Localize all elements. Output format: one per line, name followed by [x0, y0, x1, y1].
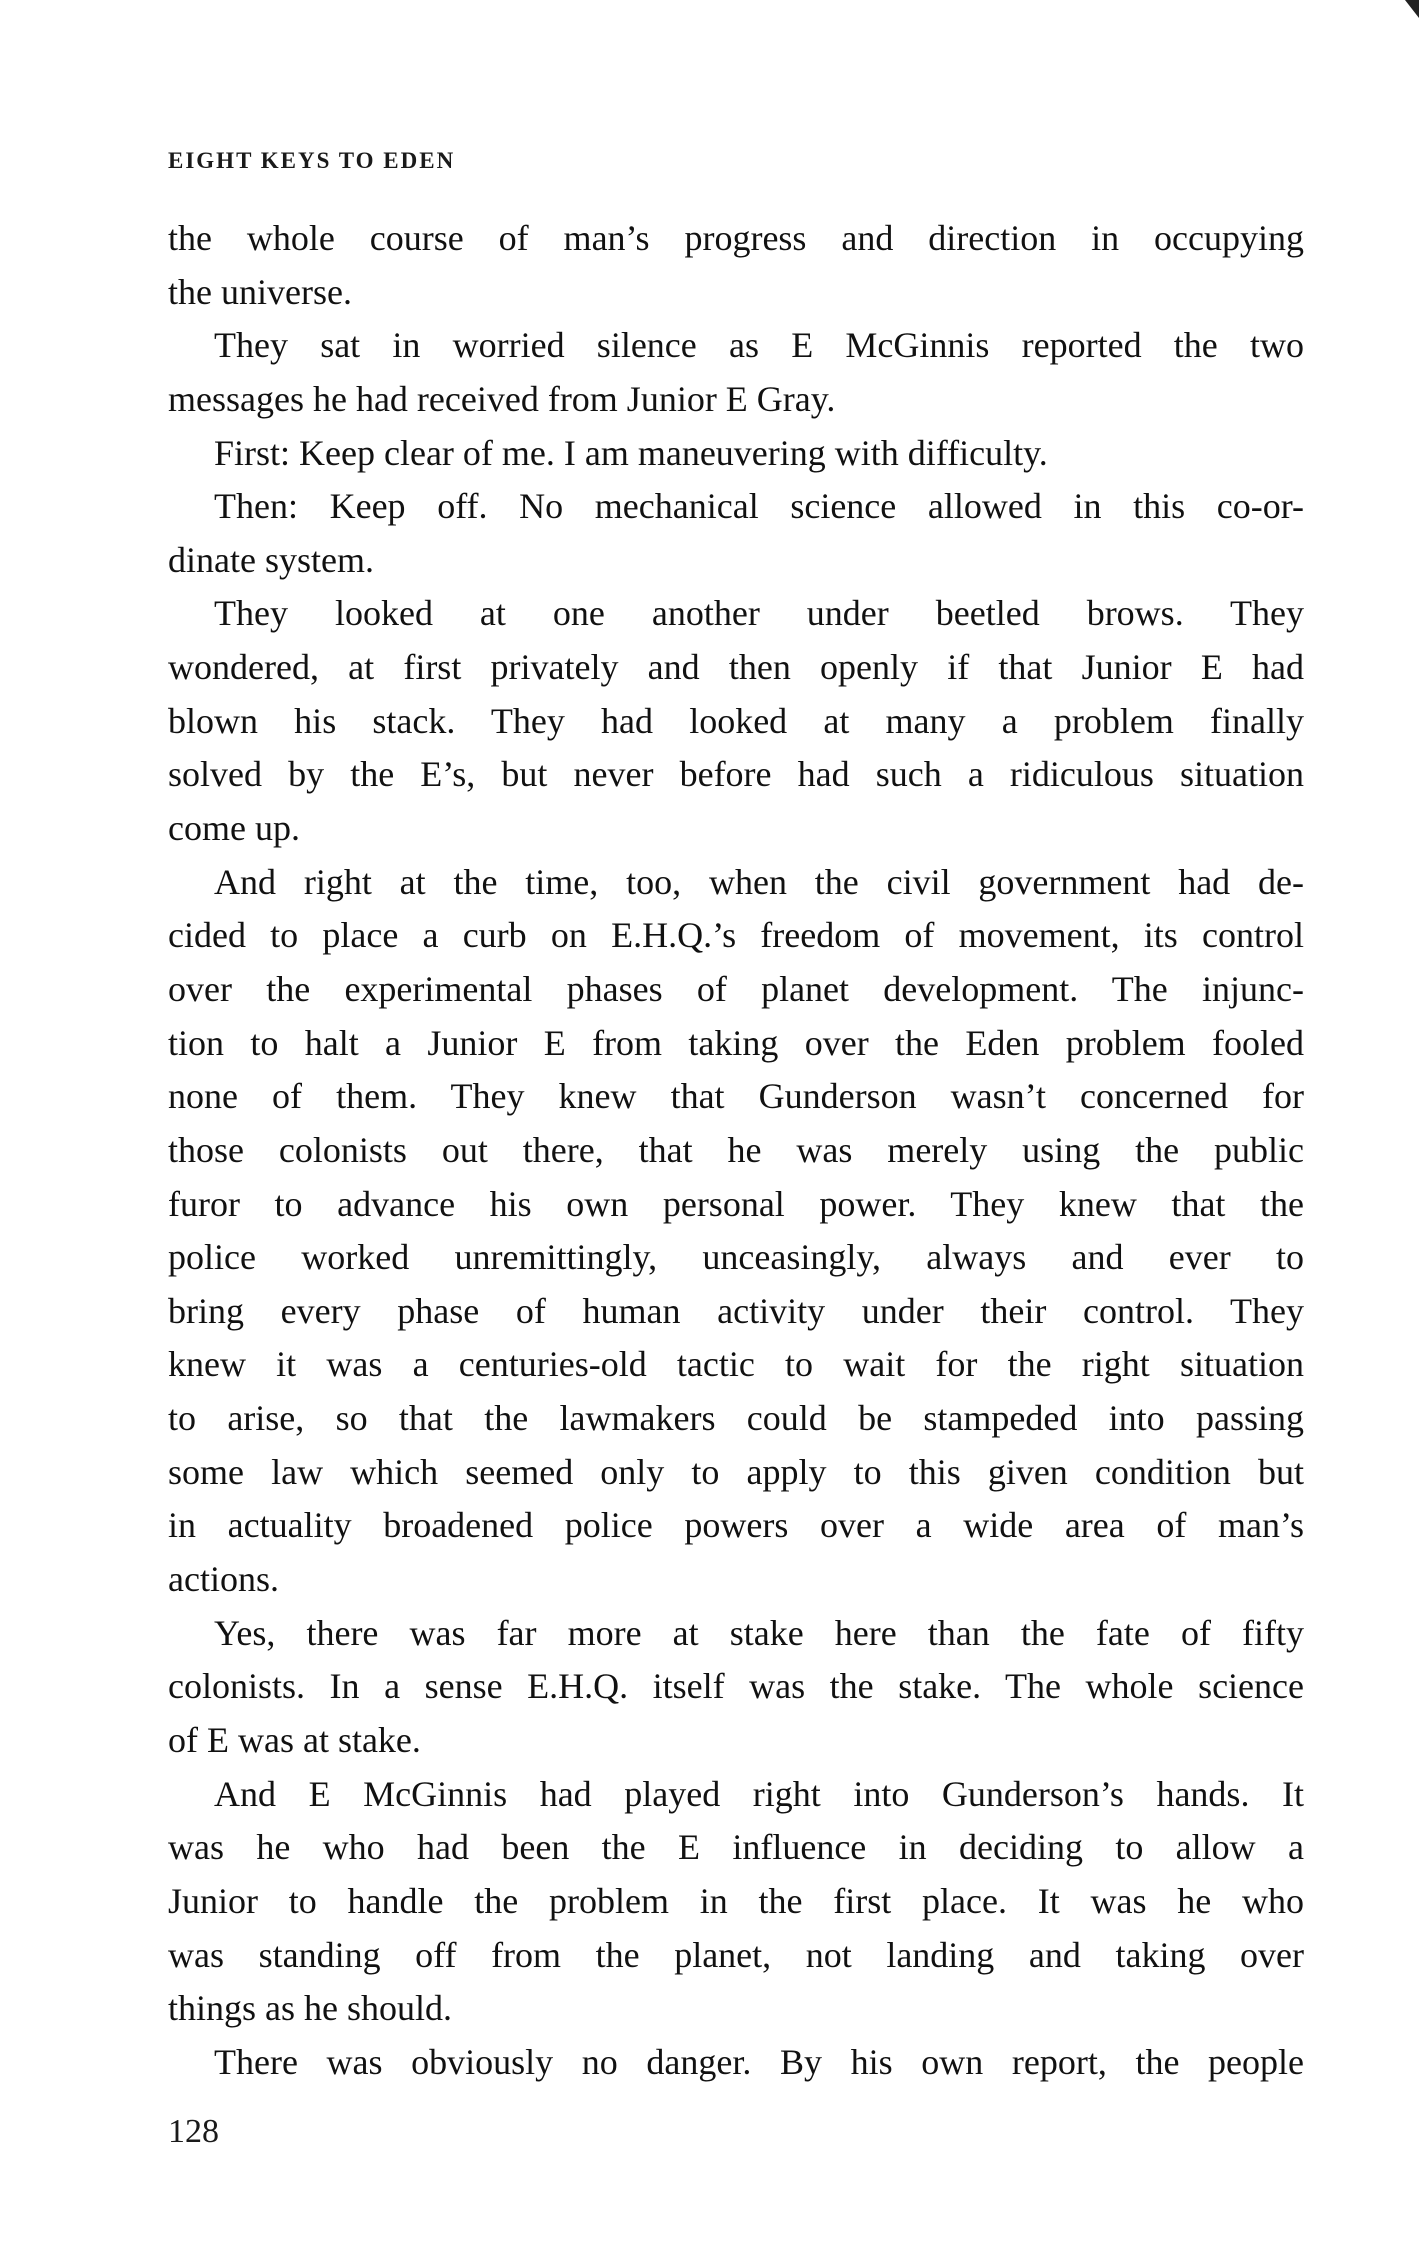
paragraph	[168, 480, 1304, 587]
text-line: was standing off from the planet, not landing and taking over	[168, 1934, 1304, 1975]
text-line: wondered, at first privately and then openly if that Junior E had	[168, 647, 1304, 688]
paragraph	[168, 1607, 1304, 1768]
text-line: the universe.	[168, 271, 352, 312]
text-line: messages he had received from Junior E Gray.	[168, 378, 836, 419]
text-line: actions.	[168, 1559, 279, 1600]
text-line: cided to place a curb on E.H.Q.’s freedom of movement, its control	[168, 915, 1304, 956]
text-line: blown his stack. They had looked at many a problem finally	[168, 700, 1304, 741]
text-line: dinate system.	[168, 539, 374, 580]
paragraph	[168, 212, 1304, 319]
text-line: solved by the E’s, but never before had such a ridiculous situation	[168, 754, 1304, 795]
paragraph	[168, 1768, 1304, 2036]
text-line: tion to halt a Junior E from taking over the Eden problem fooled	[168, 1022, 1304, 1063]
text-line: those colonists out there, that he was merely using the public	[168, 1129, 1304, 1170]
text-line: come up.	[168, 808, 300, 849]
text-line: colonists. In a sense E.H.Q. itself was the stake. The whole science	[168, 1666, 1304, 1707]
text-line: to arise, so that the lawmakers could be stampeded into passing	[168, 1398, 1304, 1439]
text-line: things as he should.	[168, 1988, 452, 2029]
text-line: And E McGinnis had played right into Gunderson’s hands. It	[214, 1773, 1304, 1814]
text-line: some law which seemed only to apply to this given condition but	[168, 1451, 1304, 1492]
text-line: First: Keep clear of me. I am maneuvering with difficulty.	[214, 432, 1048, 473]
text-line: bring every phase of human activity under their control. They	[168, 1290, 1304, 1331]
text-line: in actuality broadened police powers over a wide area of man’s	[168, 1505, 1304, 1546]
text-line: furor to advance his own personal power. They knew that the	[168, 1183, 1304, 1224]
page-number: 128	[168, 2113, 219, 2150]
text-line: Junior to handle the problem in the first place. It was he who	[168, 1880, 1304, 1921]
text-line: police worked unremittingly, unceasingly, always and ever to	[168, 1237, 1304, 1278]
text-line: Yes, there was far more at stake here than the fate of fifty	[214, 1612, 1304, 1653]
text-line: none of them. They knew that Gunderson wasn’t concerned for	[168, 1076, 1304, 1117]
text-line: Then: Keep off. No mechanical science allowed in this co-or-	[214, 486, 1304, 527]
running-head: EIGHT KEYS TO EDEN	[168, 148, 456, 173]
text-line: knew it was a centuries-old tactic to wait for the right situation	[168, 1344, 1304, 1385]
text-line: And right at the time, too, when the civil government had de-	[214, 861, 1304, 902]
paragraph	[168, 427, 1304, 481]
text-line: They sat in worried silence as E McGinnis reported the two	[214, 325, 1304, 366]
text-line: There was obviously no danger. By his own report, the people	[214, 2041, 1304, 2082]
paragraph	[168, 319, 1304, 426]
paragraph	[168, 856, 1304, 1607]
text-line: the whole course of man’s progress and direction in occupying	[168, 218, 1304, 258]
text-line: They looked at one another under beetled brows. They	[214, 593, 1304, 634]
text-line: of E was at stake.	[168, 1719, 421, 1760]
paragraph	[168, 2036, 1304, 2090]
page-corner-mark	[1405, 0, 1419, 18]
body-text	[168, 212, 1304, 2089]
text-line: was he who had been the E influence in deciding to allow a	[168, 1827, 1304, 1868]
text-line: over the experimental phases of planet development. The injunc-	[168, 968, 1304, 1009]
paragraph	[168, 587, 1304, 855]
